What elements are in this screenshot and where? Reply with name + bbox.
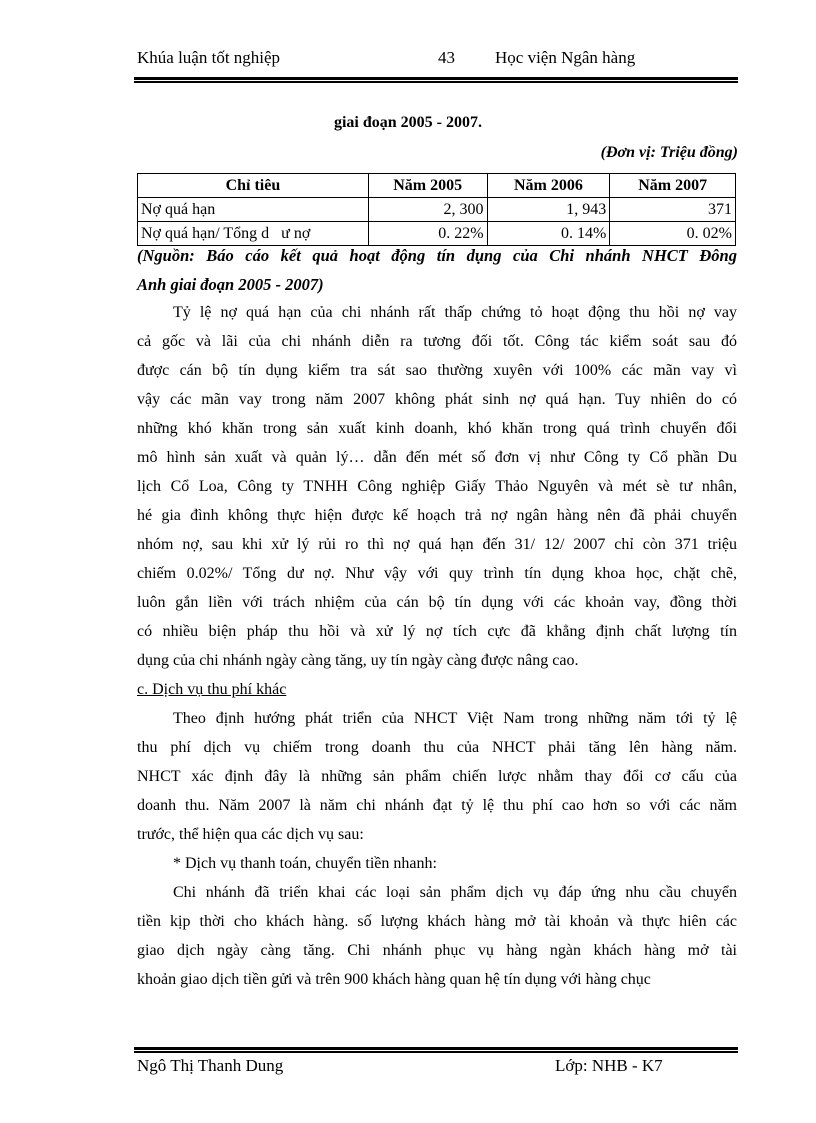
cell: 371 (610, 198, 736, 222)
paragraph-line: tiền kịp thời cho khách hàng. số lượng khách hàng mở tài khoản và thực hiên các (137, 913, 737, 930)
section-heading: c. Dịch vụ thu phí khác (137, 681, 287, 698)
paragraph-line: có nhiều biện pháp thu hồi và xử lý nợ tích cực đã khẳng định chất lượng tín (137, 623, 737, 640)
footer-rule (134, 1047, 738, 1051)
row-label: Nợ quá hạn/ Tổng d ư nợ (138, 222, 369, 246)
source-note-line: (Nguồn: Báo cáo kết quả hoạt động tín dụng của Chi nhánh NHCT Đông (137, 246, 737, 265)
column-header: Năm 2006 (487, 174, 610, 198)
column-header: Năm 2005 (368, 174, 487, 198)
cell: 0. 22% (368, 222, 487, 246)
unit-label: (Đơn vị: Triệu đồng) (600, 144, 738, 161)
paragraph-line: khoản giao dịch tiền gửi và trên 900 khách hàng quan hệ tín dụng với hàng chục (137, 971, 651, 988)
table-row (138, 198, 736, 222)
footer-author: Ngô Thị Thanh Dung (137, 1056, 284, 1075)
header-left: Khúa luận tốt nghiệp (137, 48, 281, 67)
page-footer (137, 1056, 737, 1078)
paragraph-line: cả gốc và lãi của chi nhánh diễn ra tương đối tốt. Công tác kiểm soát sau đó (137, 333, 737, 350)
page-header (137, 48, 737, 70)
column-header: Năm 2007 (610, 174, 736, 198)
paragraph-line: chiếm 0.02%/ Tổng dư nợ. Như vậy với quy trình tín dụng khoa học, chặt chẽ, (137, 565, 737, 582)
paragraph-line: những khó khăn trong sản xuất kinh doanh, khó khăn trong quá trình chuyển đổi (137, 420, 737, 437)
paragraph-line: thu phí dịch vụ chiếm trong doanh thu của NHCT phải tăng lên hàng năm. (137, 739, 737, 756)
paragraph-line: mô hình sản xuất và quản lý… dẫn đến mét số đơn vị như Công ty Cổ phần Du (137, 449, 737, 466)
cell: 2, 300 (368, 198, 487, 222)
cell: 0. 14% (487, 222, 610, 246)
paragraph-line: được cán bộ tín dụng kiểm tra sát sao thường xuyên với 100% các mãn vay vì (137, 362, 737, 379)
paragraph-line: nhóm nợ, sau khi xử lý rủi ro thì nợ quá hạn đến 31/ 12/ 2007 chỉ còn 371 triệu (137, 536, 737, 553)
paragraph-line: lịch Cổ Loa, Công ty TNHH Công nghiệp Giấy Thảo Nguyên và mét sè tư nhân, (137, 478, 737, 495)
cell: 0. 02% (610, 222, 736, 246)
table-title: giai đoạn 2005 - 2007. (333, 114, 482, 131)
bullet-item: * Dịch vụ thanh toán, chuyển tiền nhanh: (173, 855, 437, 872)
paragraph-line: dụng của chi nhánh ngày càng tăng, uy tín ngày càng được nâng cao. (137, 652, 579, 669)
paragraph-line: NHCT xác định đây là những sản phẩm chiến lược nhằm thay đổi cơ cấu của (137, 768, 737, 785)
paragraph-line: Theo định hướng phát triển của NHCT Việt Nam trong những năm tới tỷ lệ (173, 710, 737, 727)
paragraph-line: trước, thể hiện qua các dịch vụ sau: (137, 826, 364, 843)
paragraph-line: giao dịch ngày càng tăng. Chi nhánh phục vụ hàng ngàn khách hàng mở tài (137, 942, 737, 959)
source-note-line: Anh giai đoạn 2005 - 2007) (137, 275, 324, 294)
paragraph-line: vậy các mãn vay trong năm 2007 không phát sinh nợ quá hạn. Tuy nhiên do có (137, 391, 737, 408)
table-row (138, 222, 736, 246)
column-header: Chỉ tiêu (138, 174, 369, 198)
paragraph-line: luôn gắn liền với trách nhiệm của cán bộ tín dụng với các khoản vay, đồng thời (137, 594, 737, 611)
cell: 1, 943 (487, 198, 610, 222)
paragraph-line: doanh thu. Năm 2007 là năm chi nhánh đạt tỷ lệ thu phí cao hơn so với các năm (137, 797, 737, 814)
footer-class: Lớp: NHB - K7 (555, 1056, 663, 1075)
paragraph-line: hé gia đình không thực hiện được kế hoạch trả nợ ngân hàng nên đã phải chuyển (137, 507, 737, 524)
row-label: Nợ quá hạn (138, 198, 369, 222)
overdue-debt-table (137, 173, 736, 246)
table-header-row (138, 174, 736, 198)
header-right: Học viện Ngân hàng (495, 48, 636, 67)
paragraph-line: Tỷ lệ nợ quá hạn của chi nhánh rất thấp chứng tỏ hoạt động thu hồi nợ vay (173, 304, 737, 321)
page-number: 43 (438, 48, 455, 67)
header-rule (134, 77, 738, 81)
paragraph-line: Chi nhánh đã triển khai các loại sản phẩm dịch vụ đáp ứng nhu cầu chuyển (173, 884, 737, 901)
